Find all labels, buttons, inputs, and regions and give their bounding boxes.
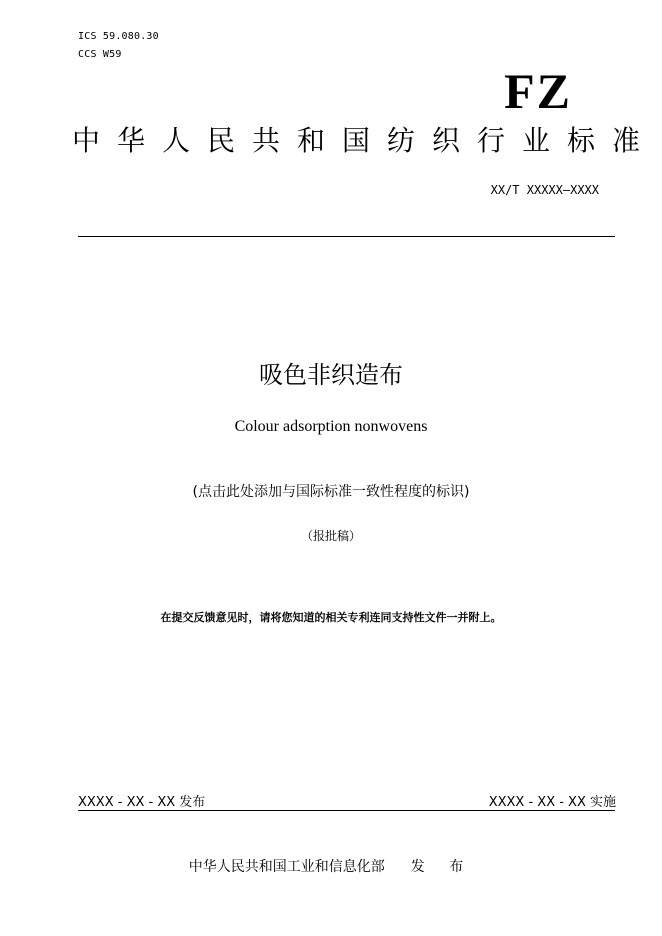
patent-note: 在提交反馈意见时，请将您知道的相关专利连同支持性文件一并附上。: [160, 611, 502, 624]
standard-title: 中华人民共和国纺织行业标准: [72, 124, 658, 157]
ccs-code: CCS W59: [78, 49, 122, 60]
standard-code: XX/T XXXXX—XXXX: [490, 183, 599, 197]
publisher-line: [0, 856, 662, 876]
publisher-name: 中华人民共和国工业和信息化部: [188, 859, 385, 875]
consistency-note[interactable]: (点击此处添加与国际标准一致性程度的标识): [192, 484, 470, 500]
publisher-action: 发 布: [410, 859, 474, 875]
implement-date: XXXX - XX - XX 实施: [488, 795, 616, 810]
top-divider: [78, 236, 615, 237]
bottom-divider: [78, 810, 615, 811]
fz-logo: FZ: [504, 63, 572, 119]
publish-date: XXXX - XX - XX 发布: [78, 795, 206, 810]
draft-status: （报批稿）: [300, 529, 361, 543]
document-title: 吸色非织造布: [259, 361, 403, 389]
document-title-english: Colour adsorption nonwovens: [234, 418, 428, 435]
ics-code: ICS 59.080.30: [78, 31, 159, 42]
